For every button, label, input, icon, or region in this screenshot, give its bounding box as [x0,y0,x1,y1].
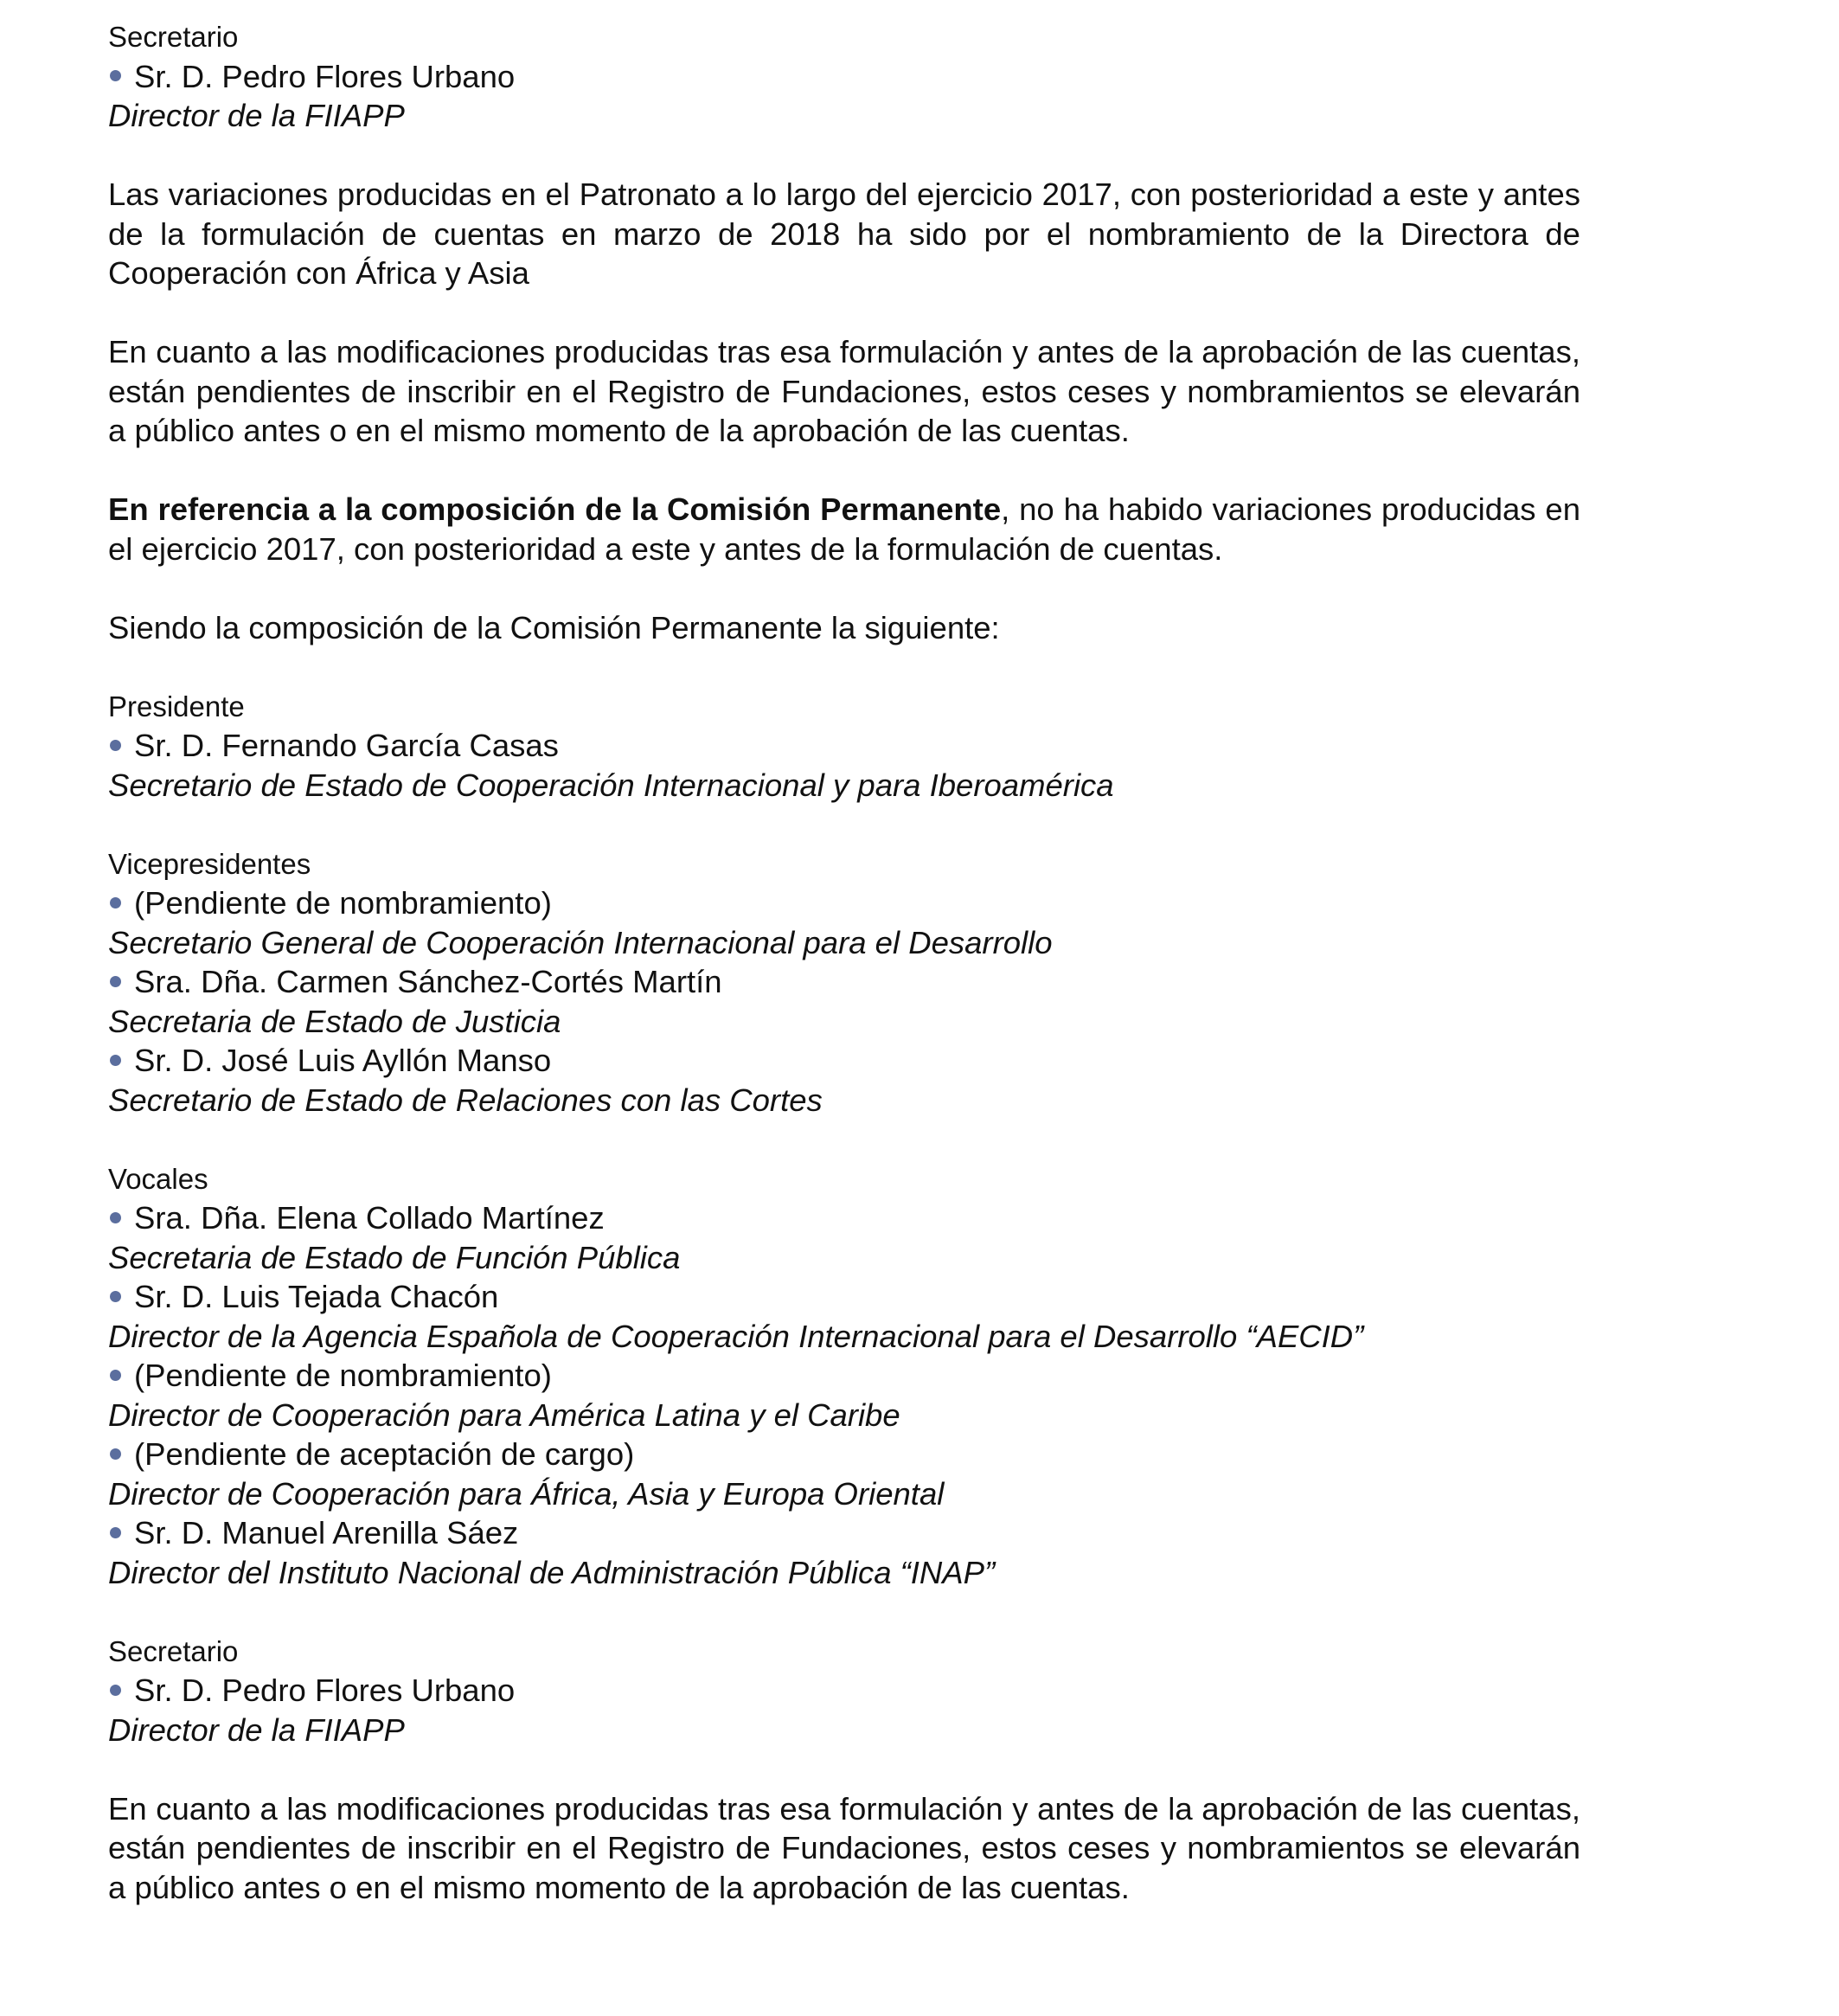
document-page [108,17,1580,1907]
member-name-text: (Pendiente de nombramiento) [134,1358,552,1393]
member-name [108,962,1580,1002]
member-name-text: Sr. D. Pedro Flores Urbano [134,1673,516,1708]
member-name [108,1671,1580,1711]
paragraph-variaciones: Las variaciones producidas en el Patronato a lo largo del ejercicio 2017, con posterioridad a este y antes de la formulación de cuentas en marzo de 2018 ha sido por el nombramiento de la Directora de Cooperación con África y Asia [108,177,1580,291]
section-secretario-top [108,17,1580,136]
member-name [108,57,1580,97]
member-name [108,1356,1580,1396]
bullet-icon [110,897,121,908]
bullet-icon [110,740,121,751]
member-role: Secretario General de Cooperación Internacional para el Desarrollo [108,924,1053,960]
bullet-icon [110,1212,121,1223]
section-secretario-bottom [108,1632,1580,1750]
member-name-text: Sr. D. Pedro Flores Urbano [134,58,516,94]
member-name [108,883,1580,923]
section-label: Vocales [108,1162,208,1195]
member-name-text: Sra. Dña. Carmen Sánchez-Cortés Martín [134,964,722,999]
member-name [108,1198,1580,1238]
bullet-icon [110,1448,121,1460]
section-label: Secretario [108,21,239,53]
bullet-icon [110,976,121,987]
member-role: Director de la Agencia Española de Cooperación Internacional para el Desarrollo “AECID” [108,1318,1364,1354]
section-vicepresidentes [108,844,1580,1120]
member-role: Director del Instituto Nacional de Administración Pública “INAP” [108,1554,996,1590]
member-name-text: Sr. D. Luis Tejada Chacón [134,1279,499,1314]
paragraph-modificaciones-1: En cuanto a las modificaciones producidas tras esa formulación y antes de la aprobación de las cuentas, están pendientes de inscribir en el Registro de Fundaciones, estos ceses y nombramientos se elevarán a público antes o en el mismo momento de la aprobación de las cuentas. [108,334,1580,448]
member-name [108,1435,1580,1474]
member-role: Secretaria de Estado de Justicia [108,1003,561,1039]
bullet-icon [110,1685,121,1696]
member-name-text: Sr. D. José Luis Ayllón Manso [134,1043,552,1078]
member-name [108,1513,1580,1553]
member-role: Director de Cooperación para África, Asia y Europa Oriental [108,1475,945,1512]
paragraph-referencia [108,490,1580,568]
member-name-text: Sr. D. Fernando García Casas [134,728,559,763]
section-presidente [108,687,1580,806]
bullet-icon [110,1291,121,1302]
section-vocales [108,1159,1580,1593]
section-label: Presidente [108,690,245,722]
member-role: Secretaria de Estado de Función Pública [108,1239,681,1275]
member-name-text: Sra. Dña. Elena Collado Martínez [134,1200,605,1236]
member-role: Director de la FIIAPP [108,98,405,133]
paragraph-siendo: Siendo la composición de la Comisión Permanente la siguiente: [108,609,1000,645]
member-name [108,726,1580,766]
member-name-text: (Pendiente de aceptación de cargo) [134,1436,635,1472]
member-role: Director de la FIIAPP [108,1711,405,1748]
section-label: Vicepresidentes [108,847,311,880]
member-name-text: (Pendiente de nombramiento) [134,885,552,921]
bullet-icon [110,1527,121,1538]
bullet-icon [110,1055,121,1066]
paragraph-referencia-rest: , no ha habido variaciones producidas en el ejercicio 2017, con posterioridad a este y antes de la formulación de cuentas. [108,491,1580,567]
member-role: Secretario de Estado de Relaciones con las Cortes [108,1082,823,1118]
member-name [108,1277,1580,1317]
paragraph-referencia-bold: En referencia a la composición de la Comisión Permanente [108,491,1002,527]
member-role: Secretario de Estado de Cooperación Internacional y para Iberoamérica [108,767,1114,803]
section-label: Secretario [108,1634,239,1667]
bullet-icon [110,1370,121,1381]
paragraph-modificaciones-2: En cuanto a las modificaciones producidas tras esa formulación y antes de la aprobación de las cuentas, están pendientes de inscribir en el Registro de Fundaciones, estos ceses y nombramientos se elevarán a público antes o en el mismo momento de la aprobación de las cuentas. [108,1790,1580,1905]
bullet-icon [110,70,121,81]
member-name-text: Sr. D. Manuel Arenilla Sáez [134,1515,519,1551]
member-role: Director de Cooperación para América Latina y el Caribe [108,1396,900,1433]
member-name [108,1041,1580,1081]
